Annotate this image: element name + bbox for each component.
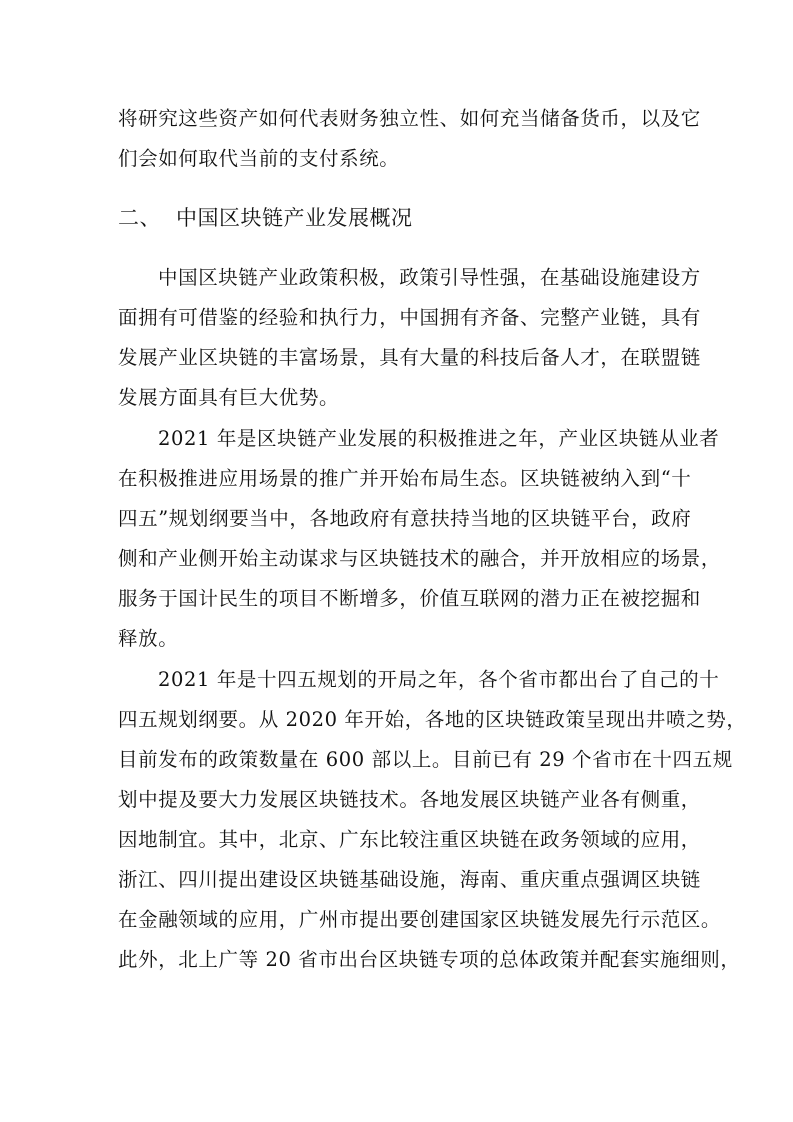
section-number: 二、 (118, 206, 161, 230)
paragraph-line: 2021 年是区块链产业发展的积极推进之年，产业区块链从业者 (158, 427, 720, 450)
paragraph-line: 服务于国计民生的项目不断增多，价值互联网的潜力正在被挖掘和 (118, 587, 701, 610)
paragraph-line: 四五规划纲要。从 2020 年开始，各地的区块链政策呈现出井喷之势， (118, 708, 747, 731)
paragraph-line: 四五”规划纲要当中，各地政府有意扶持当地的区块链平台，政府 (118, 507, 692, 530)
paragraph-line: 发展方面具有巨大优势。 (118, 386, 340, 409)
paragraph-line: 释放。 (118, 627, 179, 650)
paragraph-line: 划中提及要大力发展区块链技术。各地发展区块链产业各有侧重， (118, 788, 701, 811)
paragraph-line: 在积极推进应用场景的推广并开始布局生态。区块链被纳入到“十 (118, 467, 692, 490)
paragraph-line: 2021 年是十四五规划的开局之年，各个省市都出台了自己的十 (158, 668, 720, 691)
intro-line: 将研究这些资产如何代表财务独立性、如何充当储备货币，以及它 (118, 107, 701, 130)
paragraph-line: 发展产业区块链的丰富场景，具有大量的科技后备人才，在联盟链 (118, 346, 701, 369)
paragraph-line: 浙江、四川提出建设区块链基础设施，海南、重庆重点强调区块链 (118, 868, 701, 891)
paragraph-line: 此外，北上广等 20 省市出台区块链专项的总体政策并配套实施细则， (118, 948, 741, 971)
paragraph-line: 目前发布的政策数量在 600 部以上。目前已有 29 个省市在十四五规 (118, 748, 733, 771)
paragraph-line: 面拥有可借鉴的经验和执行力，中国拥有齐备、完整产业链，具有 (118, 306, 701, 329)
section-heading (118, 204, 413, 232)
paragraph-line: 在金融领域的应用，广州市提出要创建国家区块链发展先行示范区。 (118, 908, 722, 931)
paragraph-line: 中国区块链产业政策积极，政策引导性强，在基础设施建设方 (158, 266, 701, 289)
paragraph-line: 侧和产业侧开始主动谋求与区块链技术的融合，并开放相应的场景， (118, 547, 722, 570)
paragraph-line: 因地制宜。其中，北京、广东比较注重区块链在政务领域的应用， (118, 828, 701, 851)
intro-line: 们会如何取代当前的支付系统。 (118, 147, 400, 170)
section-title: 中国区块链产业发展概况 (176, 206, 413, 230)
